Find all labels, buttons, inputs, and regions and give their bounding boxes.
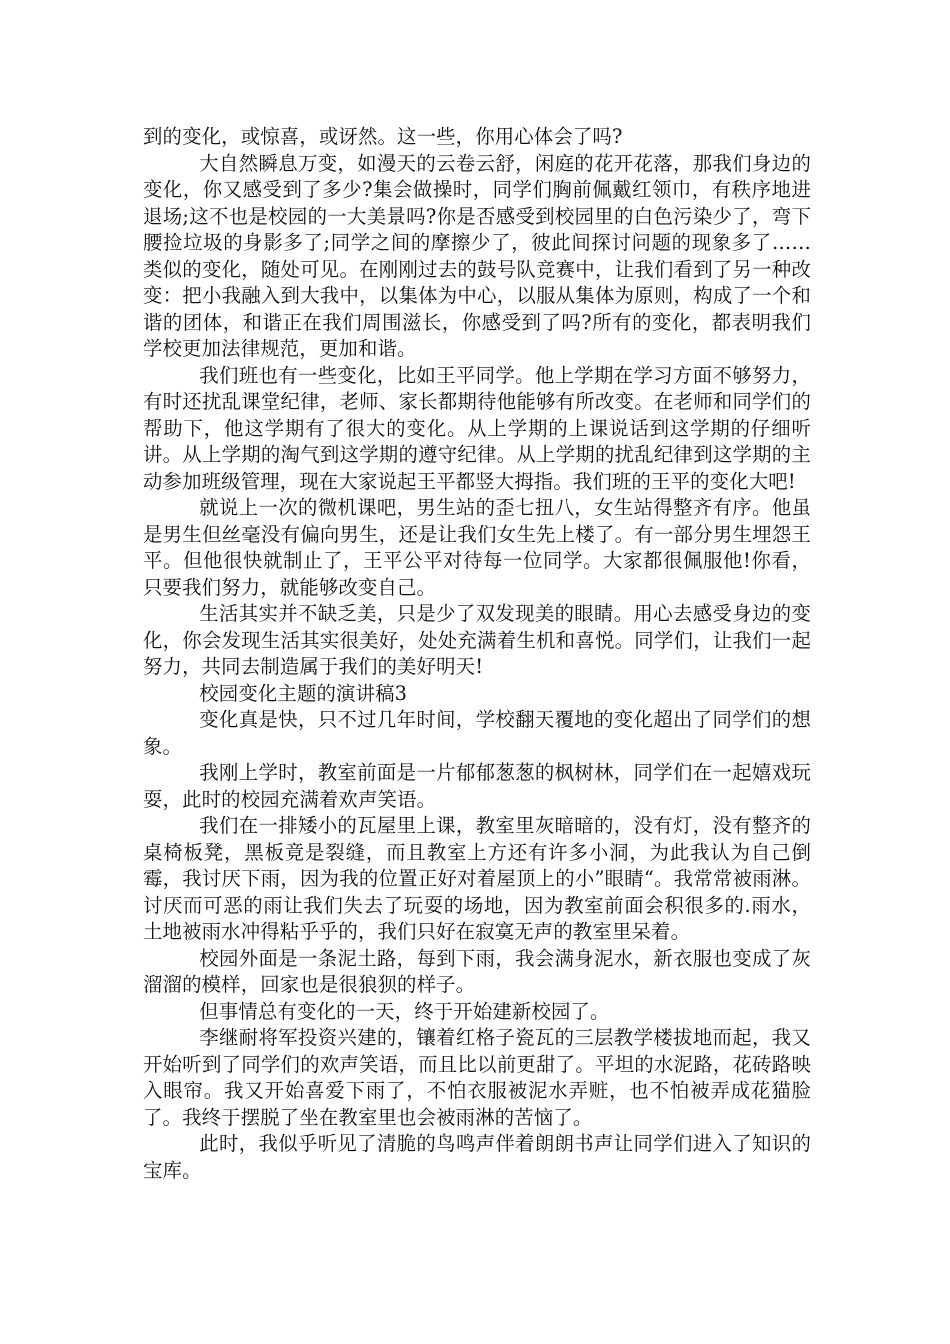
paragraph-old-classroom: 我们在一排矮小的瓦屋里上课，教室里灰暗暗的，没有灯，没有整齐的桌椅板凳，黑板竟是裂缝，而且教室上方还有许多小洞，为此我认为自己倒霉，我讨厌下雨，因为我的位置正好对着屋顶上的小”眼睛“。我常常被雨淋。讨厌而可恶的雨让我们失去了玩耍的场地，因为教室前面会积很多的.雨水，土地被雨水冲得粘乎乎的，我们只好在寂寞无声的教室里呆着。 [143, 814, 811, 943]
paragraph-maple-forest: 我刚上学时，教室前面是一片郁郁葱葱的枫树林，同学们在一起嬉戏玩耍，此时的校园充满着欢声笑语。 [143, 761, 811, 811]
paragraph-mud-road: 校园外面是一条泥土路，每到下雨，我会满身泥水，新衣服也变成了灰溜溜的模样，回家也是很狼狈的样子。 [143, 946, 811, 996]
paragraph-class-change: 我们班也有一些变化，比如王平同学。他上学期在学习方面不够努力，有时还扰乱课堂纪律，老师、家长都期待他能够有所改变。在老师和同学们的帮助下，他这学期有了很大的变化。从上学期的上课说话到这学期的仔细听讲。从上学期的淘气到这学期的遵守纪律。从上学期的扰乱纪律到这学期的主动参加班级管理，现在大家说起王平都竖大拇指。我们班的王平的变化大吧! [143, 363, 811, 493]
paragraph-intro: 变化真是快，只不过几年时间，学校翻天覆地的变化超出了同学们的想象。 [143, 708, 811, 758]
section-heading: 校园变化主题的演讲稿3 [199, 681, 408, 705]
paragraph-nature-change: 大自然瞬息万变，如漫天的云卷云舒，闲庭的花开花落，那我们身边的变化，你又感受到了多少?集会做操时，同学们胸前佩戴红领巾，有秩序地进退场;这不也是校园的一大美景吗?你是否感受到校园里的白色污染少了，弯下腰捡垃圾的身影多了;同学之间的摩擦少了，彼此间探讨问题的现象多了……类似的变化，随处可见。在刚刚过去的鼓号队竞赛中，让我们看到了另一种改变：把小我融入到大我中，以集体为中心，以服从集体为原则，构成了一个和谐的团体，和谐正在我们周围滋长，你感受到了吗?所有的变化，都表明我们学校更加法律规范，更加和谐。 [143, 151, 811, 360]
paragraph-conclusion: 生活其实并不缺乏美，只是少了双发现美的眼睛。用心去感受身边的变化，你会发现生活其实很美好，处处充满着生机和喜悦。同学们，让我们一起努力，共同去制造属于我们的美好明天! [143, 602, 811, 678]
paragraph-ending: 此时，我似乎听见了清脆的鸟鸣声伴着朗朗书声让同学们进入了知识的宝库。 [143, 1132, 811, 1182]
document-body [143, 124, 811, 1184]
paragraph-teaching-building: 李继耐将军投资兴建的，镶着红格子瓷瓦的三层教学楼拔地而起，我又开始听到了同学们的欢声笑语，而且比以前更甜了。平坦的水泥路，花砖路映入眼帘。我又开始喜爱下雨了，不怕衣服被泥水弄赃，也不怕被弄成花猫脸了。我终于摆脱了坐在教室里也会被雨淋的苦恼了。 [143, 1026, 811, 1129]
paragraph-new-campus: 但事情总有变化的一天，终于开始建新校园了。 [199, 999, 610, 1023]
paragraph-continuation: 到的变化，或惊喜，或讶然。这一些，你用心体会了吗? [143, 125, 623, 148]
paragraph-computer-class: 就说上一次的微机课吧，男生站的歪七扭八，女生站得整齐有序。他虽是男生但丝毫没有偏向男生，还是让我们女生先上楼了。有一部分男生埋怨王平。但他很快就制止了，王平公平对待每一位同学。大家都很佩服他!你看，只要我们努力，就能够改变自己。 [143, 496, 811, 599]
